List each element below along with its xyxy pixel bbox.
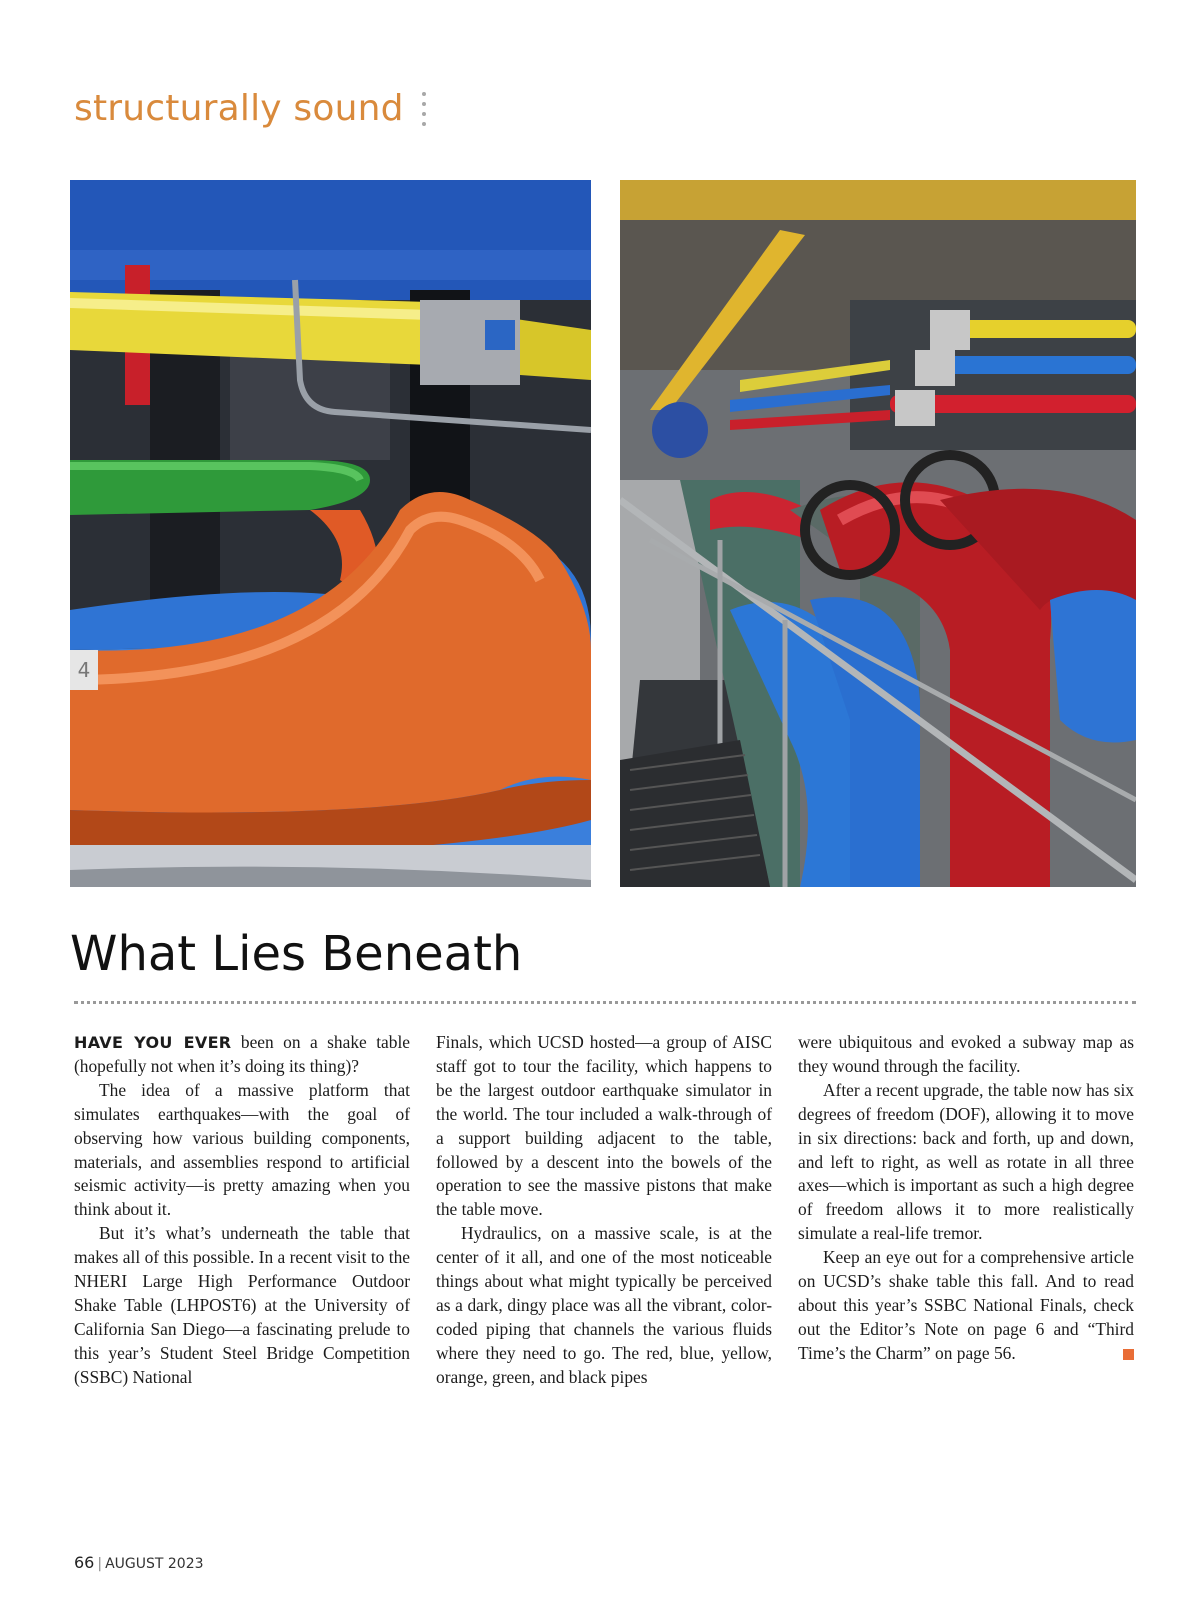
article-body <box>74 1031 1136 1390</box>
column-1 <box>74 1031 410 1390</box>
tunnel-pipes-photo-icon <box>620 180 1136 887</box>
end-mark-icon <box>1123 1349 1134 1360</box>
pipes-photo-icon <box>70 180 591 887</box>
dotted-divider <box>74 1001 1136 1004</box>
paragraph: were ubiquitous and evoked a subway map as they wound through the facility. <box>798 1032 1134 1076</box>
paragraph-text: Keep an eye out for a comprehensive article on UCSD’s shake table this fall. And to read about this year’s SSBC National Finals, check out the Editor’s Note on page 6 and “Third Time’s the Charm” on page 56. <box>798 1247 1134 1363</box>
lead-text: been on a shake table (hopefully not when it’s doing its thing)? <box>74 1032 410 1076</box>
column-3 <box>798 1031 1134 1390</box>
paragraph: After a recent upgrade, the table now has six degrees of freedom (DOF), allowing it to move in six directions: back and forth, up and down, and left to right, as well as rotate in all three axes—which is important as such a high degree of freedom allows it to more realistically simulate a real-life tremor. <box>798 1079 1134 1244</box>
article-title: What Lies Beneath <box>70 926 523 982</box>
paragraph-final <box>798 1246 1134 1366</box>
lead-in: HAVE YOU EVER <box>74 1033 232 1052</box>
paragraph: The idea of a massive platform that simulates earthquakes—with the goal of observing how various building components, materials, and assemblies respond to artificial seismic activity—is pretty amazing when you think about it. <box>74 1079 410 1220</box>
footer-separator: | <box>97 1556 103 1572</box>
section-header <box>74 88 426 129</box>
paragraph <box>74 1031 410 1079</box>
vertical-dots-icon <box>422 92 426 126</box>
paragraph: Finals, which UCSD hosted—a group of AISC staff got to tour the facility, which happens to be the largest outdoor earthquake simulator in the world. The tour included a walk-through of a support building adjacent to the table, followed by a descent into the bowels of the operation to see the massive pistons that make the table move. <box>436 1032 772 1220</box>
pipe-label: 4 <box>77 658 91 682</box>
paragraph: Hydraulics, on a massive scale, is at the center of it all, and one of the most noticeable things about what might typically be perceived as a dark, dingy place was all the vibrant, color-coded piping that channels the various fluids where they need to go. The red, blue, yellow, orange, green, and black pipes <box>436 1223 772 1387</box>
issue-date: AUGUST 2023 <box>105 1556 204 1572</box>
page-number: 66 <box>74 1553 95 1572</box>
pipes-photo-left <box>70 180 591 887</box>
pipes-photo-right <box>620 180 1136 887</box>
column-2 <box>436 1031 772 1390</box>
section-title: structurally sound <box>74 88 404 129</box>
paragraph: But it’s what’s underneath the table that makes all of this possible. In a recent visit to the NHERI Large High Performance Outdoor Shake Table (LHPOST6) at the University of California San Diego—a fascinating prelude to this year’s Student Steel Bridge Competition (SSBC) National <box>74 1223 410 1387</box>
page-footer <box>74 1553 204 1572</box>
